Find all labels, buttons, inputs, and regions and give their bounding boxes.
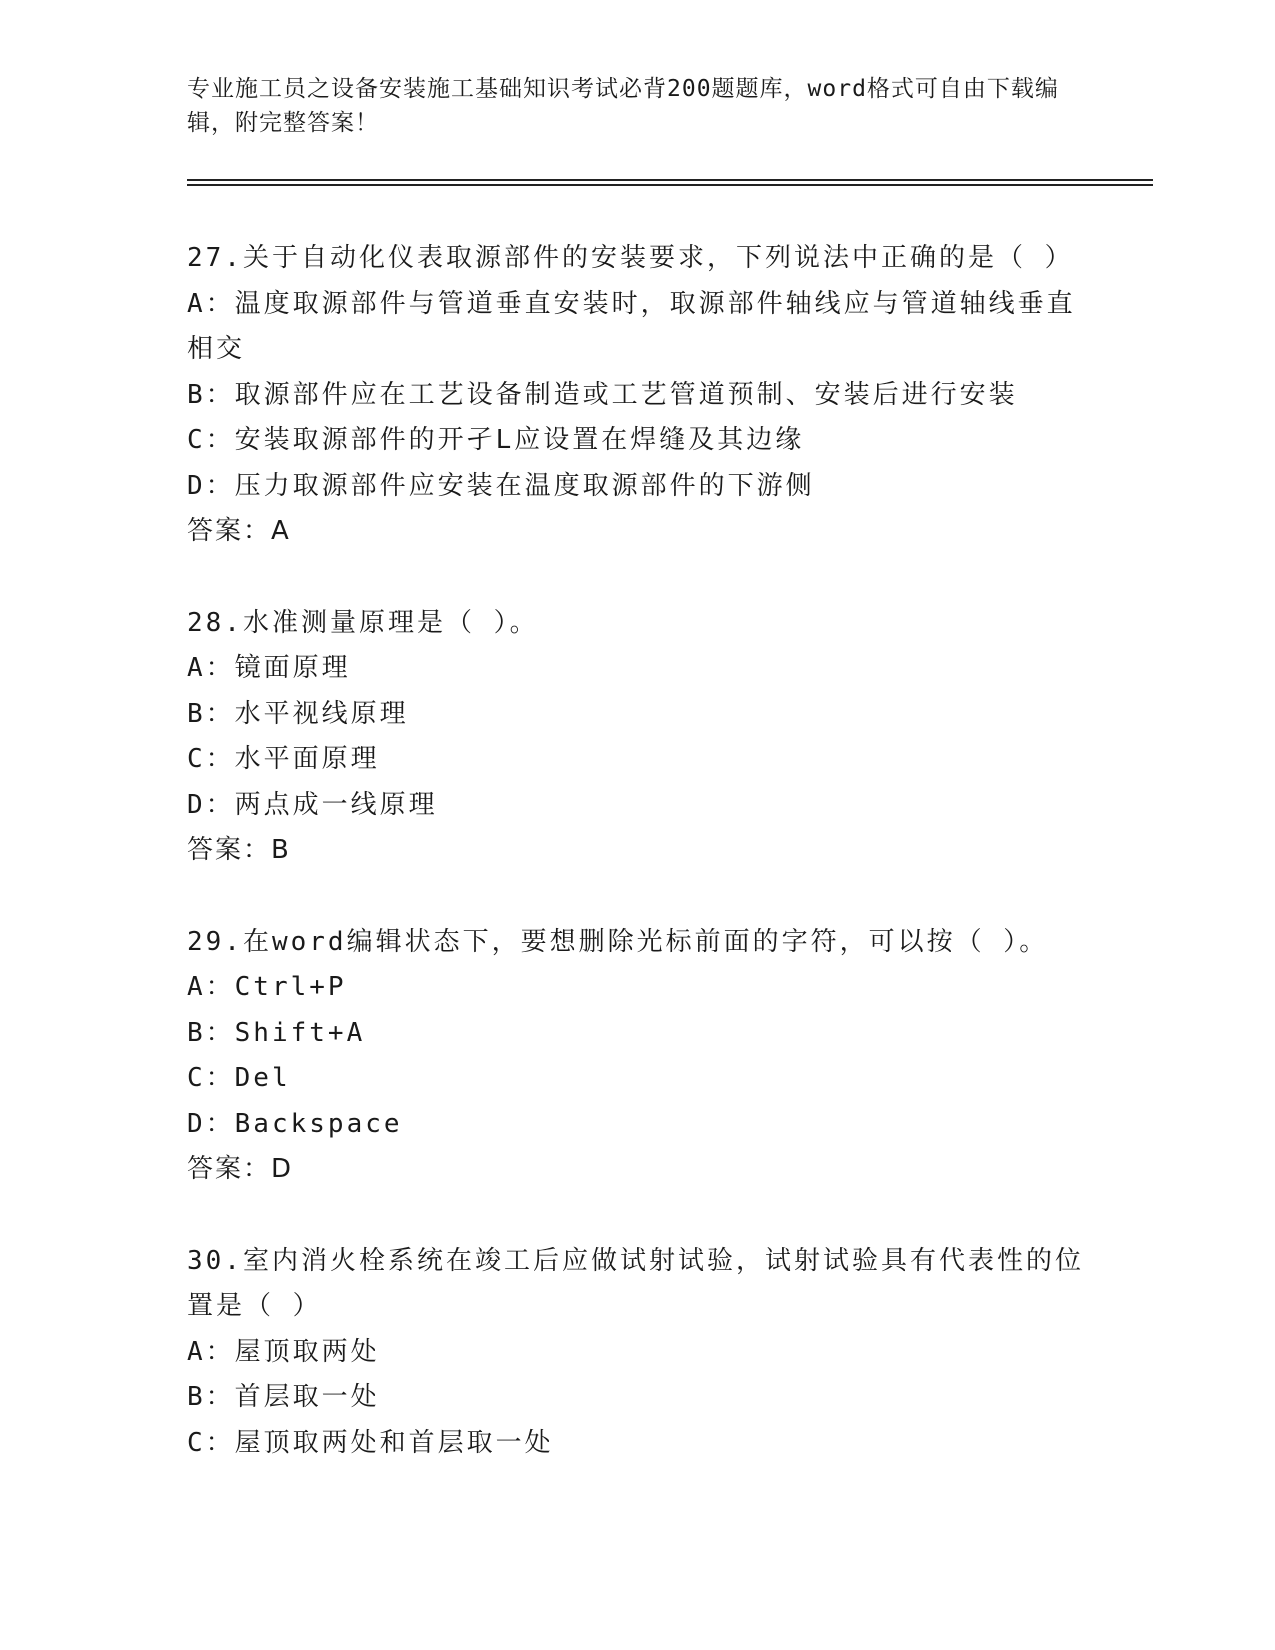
document-header: 专业施工员之设备安装施工基础知识考试必背200题题库，word格式可自由下载编辑，附完整答案！ (187, 76, 1059, 136)
question-27 (187, 236, 1087, 555)
question-stem: 27.关于自动化仪表取源部件的安装要求，下列说法中正确的是（ ） (187, 243, 1074, 273)
question-stem: 29.在word编辑状态下，要想删除光标前面的字符，可以按（ ）。 (187, 926, 1049, 957)
answer-label: 答案：B (187, 835, 291, 865)
question-30 (187, 1239, 1087, 1467)
option-b: B：首层取一处 (187, 1382, 380, 1412)
question-stem: 28.水准测量原理是（ ）。 (187, 607, 539, 638)
option-c: C：安装取源部件的开孑L应设置在焊缝及其边缘 (187, 425, 805, 455)
option-c: C：屋顶取两处和首层取一处 (187, 1427, 554, 1458)
option-a: A：温度取源部件与管道垂直安装时，取源部件轴线应与管道轴线垂直相交 (187, 288, 1076, 364)
answer-label: 答案：A (187, 516, 291, 546)
header-rule-top (187, 179, 1153, 181)
option-a: A：镜面原理 (187, 653, 351, 683)
question-list (187, 236, 1087, 1512)
option-d: D：压力取源部件应安装在温度取源部件的下游侧 (187, 470, 815, 501)
option-c: C：Del (187, 1063, 291, 1093)
question-stem: 30.室内消火栓系统在竣工后应做试射试验，试射试验具有代表性的位置是（ ） (187, 1245, 1084, 1321)
option-a: A：Ctrl+P (187, 972, 347, 1002)
option-c: C：水平面原理 (187, 744, 380, 774)
option-b: B：水平视线原理 (187, 698, 409, 729)
question-29 (187, 920, 1087, 1193)
option-d: D：两点成一线原理 (187, 789, 438, 820)
question-28 (187, 601, 1087, 874)
option-b: B：取源部件应在工艺设备制造或工艺管道预制、安装后进行安装 (187, 379, 1018, 410)
option-a: A：屋顶取两处 (187, 1336, 380, 1367)
option-d: D：Backspace (187, 1108, 403, 1139)
answer-label: 答案：D (187, 1154, 294, 1184)
option-b: B：Shift+A (187, 1017, 366, 1048)
header-rule-bottom (187, 184, 1153, 186)
